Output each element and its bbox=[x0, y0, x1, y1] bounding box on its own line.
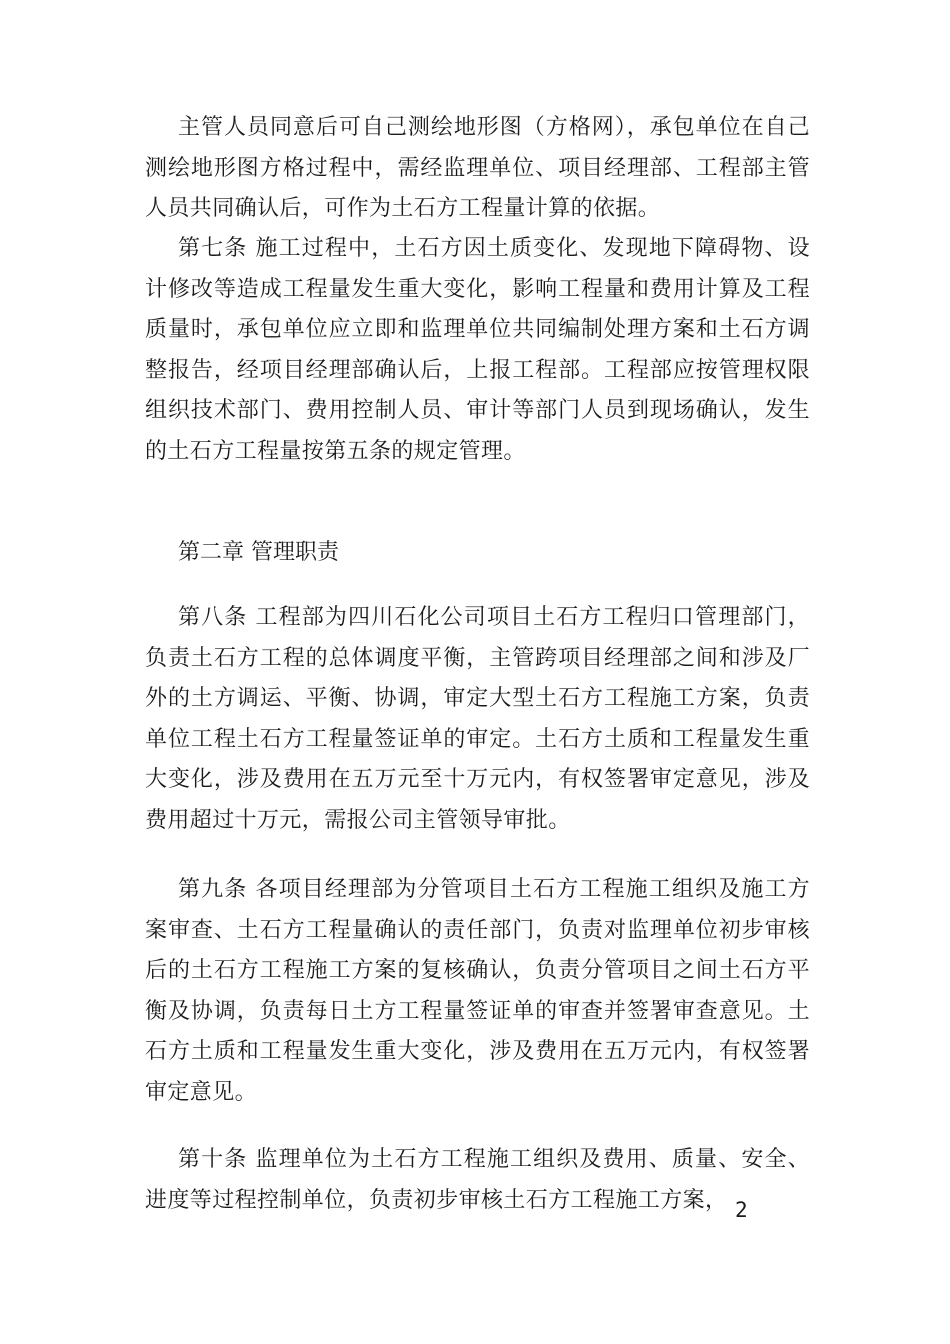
paragraph-article-7: 第七条 施工过程中，土石方因土质变化、发现地下障碍物、设计修改等造成工程量发生重大变化，影响工程量和费用计算及工程质量时，承包单位应立即和监理单位共同编制处理方案和土石方调整报告，经项目经理部确认后，上报工程部。工程部应按管理权限组织技术部门、费用控制人员、审计等部门人员到现场确认，发生的土石方工程量按第五条的规定管理。 bbox=[145, 236, 810, 464]
paragraph-article-10: 第十条 监理单位为土石方工程施工组织及费用、质量、安全、进度等过程控制单位，负责初步审核土石方工程施工方案， bbox=[145, 1147, 810, 1213]
paragraph-article-9: 第九条 各项目经理部为分管项目土石方工程施工组织及施工方案审查、土石方工程量确认的责任部门，负责对监理单位初步审核后的土石方工程施工方案的复核确认，负责分管项目之间土石方平衡及协调，负责每日土方工程量签证单的审查并签署审查意见。土石方土质和工程量发生重大变化，涉及费用在五万元内，有权签署审定意见。 bbox=[145, 877, 810, 1105]
page-number: 2 bbox=[735, 1198, 748, 1222]
paragraph-survey-confirmation: 主管人员同意后可自己测绘地形图（方格网），承包单位在自己测绘地形图方格过程中，需经监理单位、项目经理部、工程部主管人员共同确认后，可作为土石方工程量计算的依据。 bbox=[145, 115, 810, 221]
chapter-heading: 第二章 管理职责 bbox=[178, 540, 339, 565]
paragraph-article-8: 第八条 工程部为四川石化公司项目土石方工程归口管理部门，负责土石方工程的总体调度平衡，主管跨项目经理部之间和涉及厂外的土方调运、平衡、协调，审定大型土石方工程施工方案，负责单位工程土石方工程量签证单的审定。土石方土质和工程量发生重大变化，涉及费用在五万元至十万元内，有权签署审定意见，涉及费用超过十万元，需报公司主管领导审批。 bbox=[145, 605, 810, 833]
